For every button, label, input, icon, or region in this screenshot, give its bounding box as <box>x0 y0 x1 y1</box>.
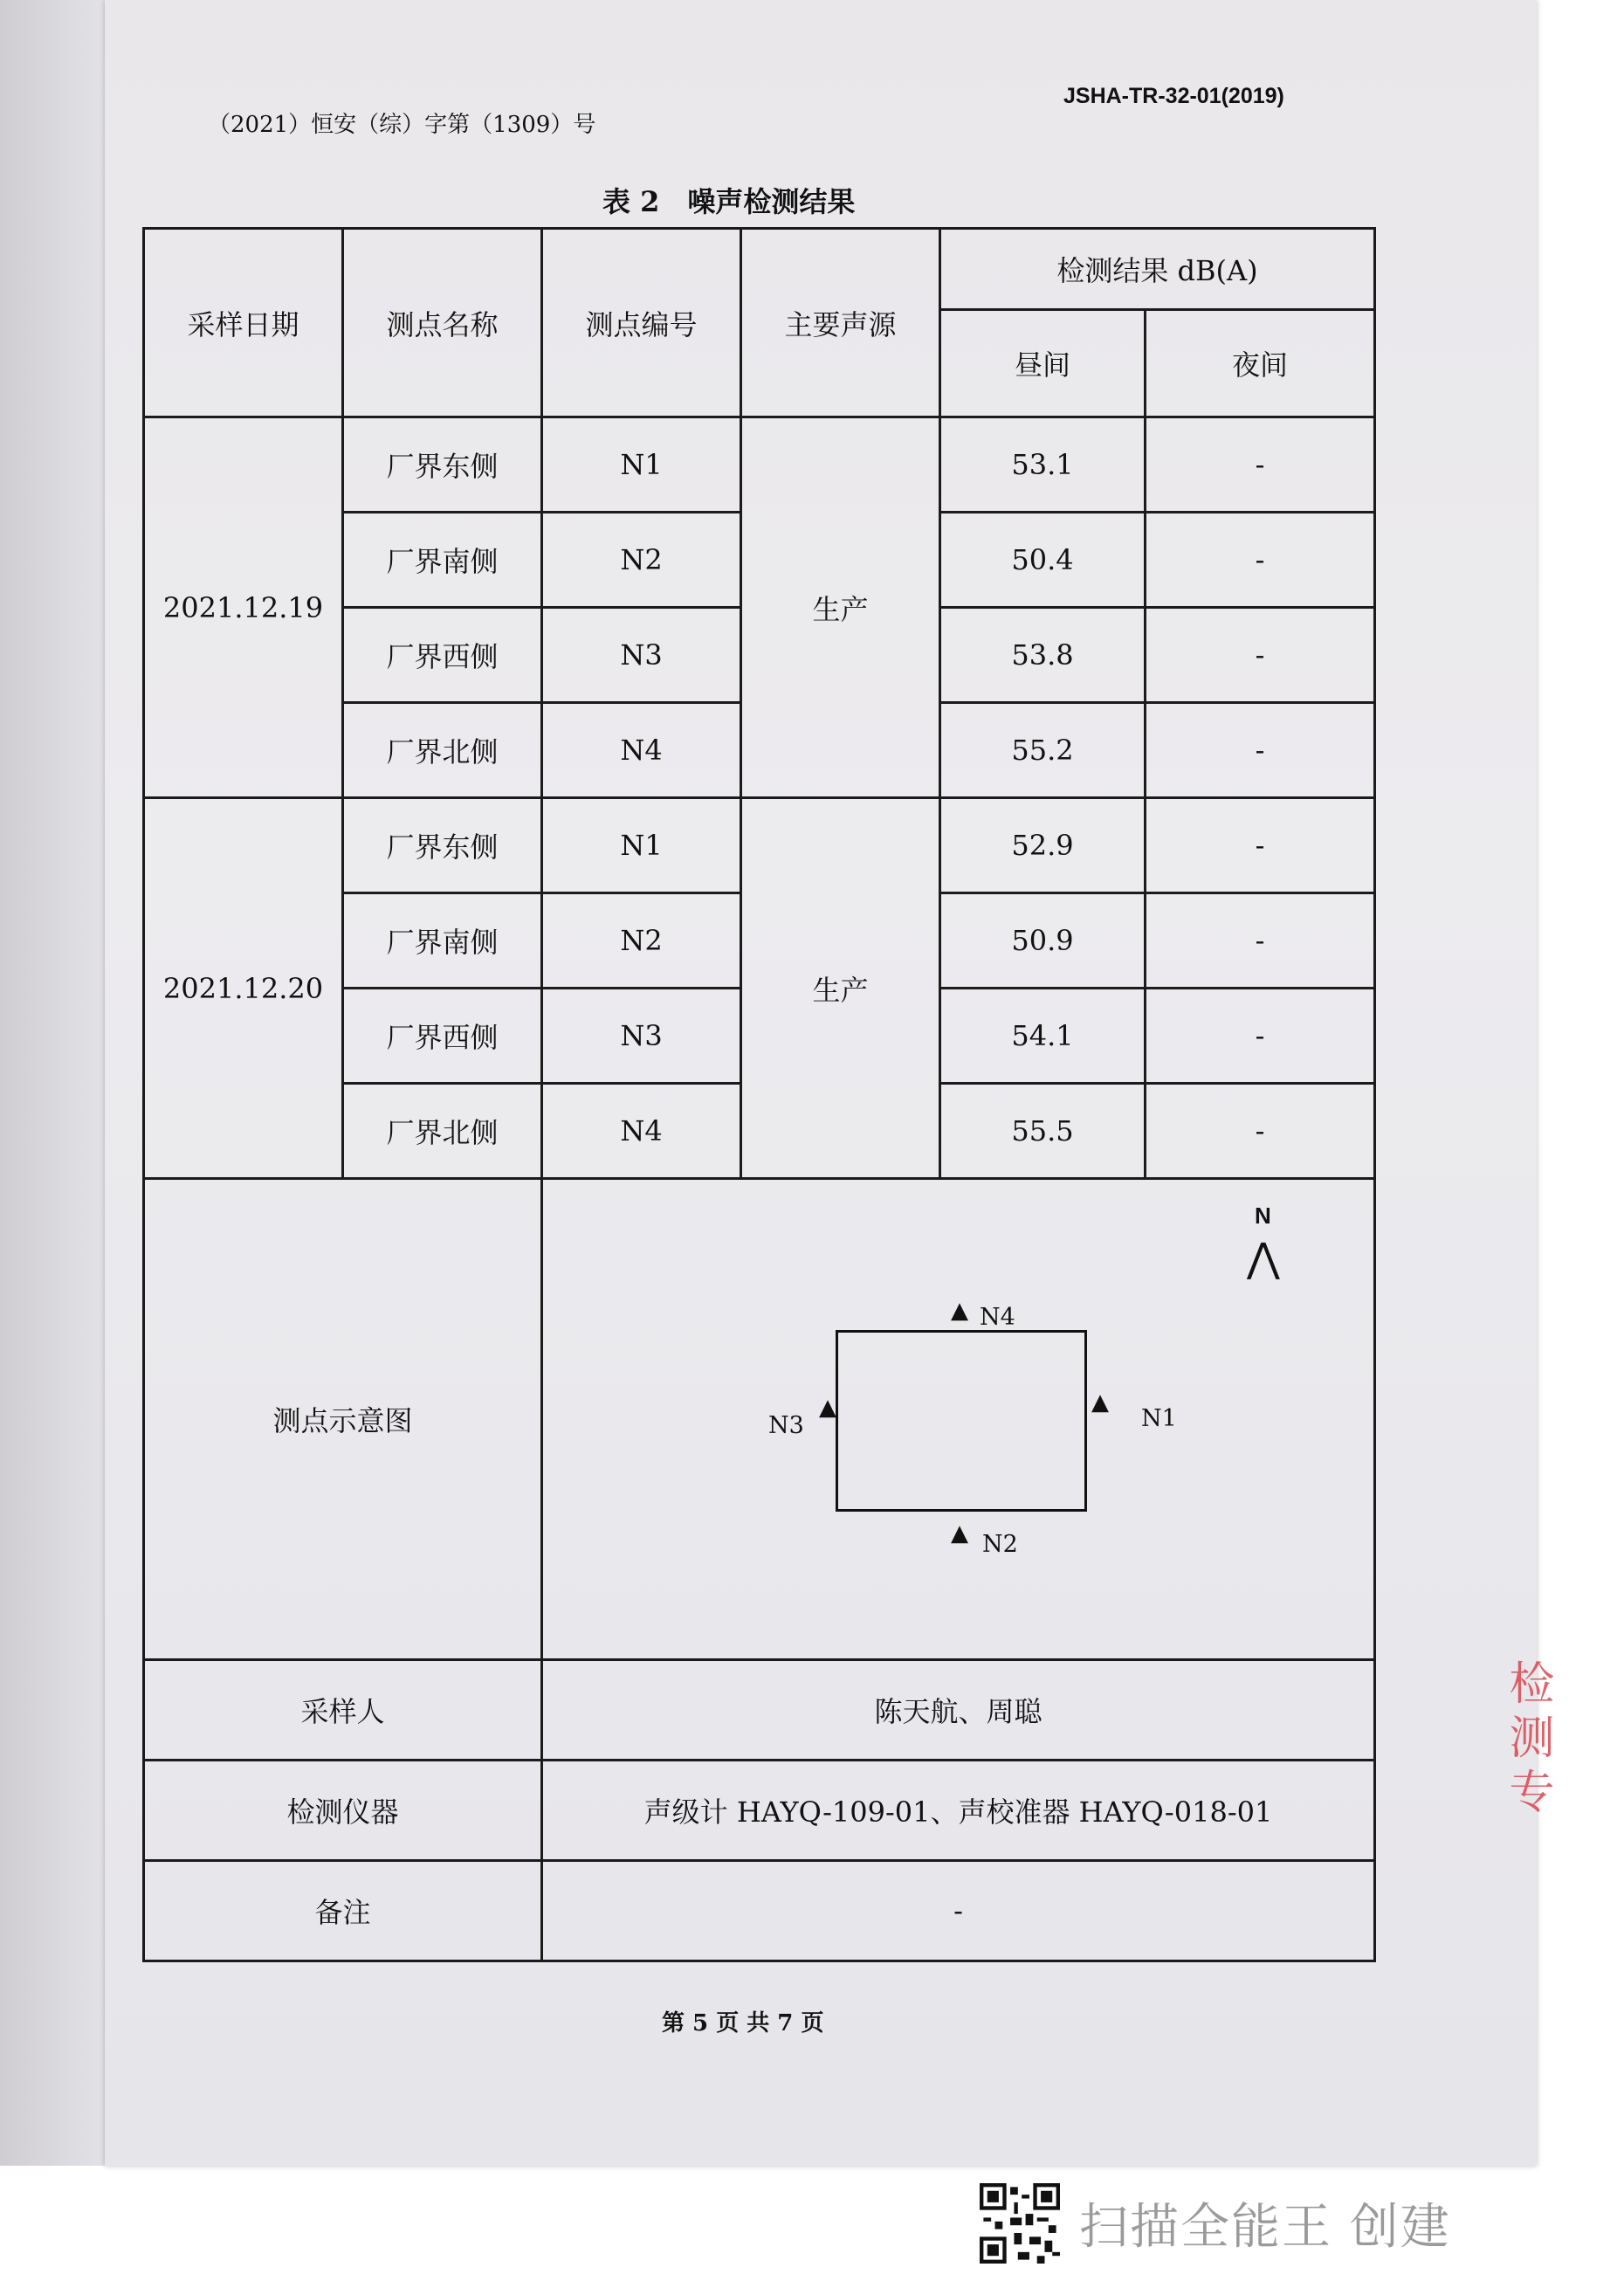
point-id: N3 <box>542 608 741 703</box>
sampler-label: 采样人 <box>144 1660 542 1761</box>
day-value: 53.8 <box>940 608 1146 703</box>
remark-value: - <box>542 1861 1375 1961</box>
night-value: - <box>1146 608 1375 703</box>
point-id: N2 <box>542 893 741 989</box>
report-number: （2021）恒安（综）字第（1309）号 <box>208 112 596 138</box>
page-number: 第 5 页 共 7 页 <box>662 2010 824 2036</box>
night-value: - <box>1146 703 1375 798</box>
point-id: N1 <box>542 798 741 893</box>
day-value: 55.5 <box>940 1084 1146 1179</box>
point-name: 厂界南侧 <box>343 893 542 989</box>
n1-marker-icon: ▲ <box>1091 1389 1109 1416</box>
header-night: 夜间 <box>1146 310 1375 417</box>
table-row <box>144 417 1375 513</box>
group-date: 2021.12.20 <box>144 798 343 1179</box>
point-id: N4 <box>542 1084 741 1179</box>
n2-marker-icon: ▲ <box>951 1520 968 1547</box>
north-label: N <box>1255 1203 1271 1229</box>
point-name: 厂界西侧 <box>343 989 542 1084</box>
header-source: 主要声源 <box>741 229 940 417</box>
point-name: 厂界东侧 <box>343 798 542 893</box>
day-value: 53.1 <box>940 417 1146 513</box>
night-value: - <box>1146 513 1375 608</box>
point-name: 厂界西侧 <box>343 608 542 703</box>
header-point-name: 测点名称 <box>343 229 542 417</box>
diagram-cell <box>542 1179 1375 1660</box>
n4-marker-icon: ▲ <box>951 1298 968 1324</box>
stamp-text: 检测专 <box>1501 1659 1553 1822</box>
point-id: N1 <box>542 417 741 513</box>
night-value: - <box>1146 798 1375 893</box>
point-name: 厂界北侧 <box>343 703 542 798</box>
table-caption: 表 2 噪声检测结果 <box>602 185 856 218</box>
day-value: 50.4 <box>940 513 1146 608</box>
header-point-id: 测点编号 <box>542 229 741 417</box>
night-value: - <box>1146 417 1375 513</box>
n4-label: N4 <box>980 1304 1015 1331</box>
point-name: 厂界南侧 <box>343 513 542 608</box>
form-code: JSHA-TR-32-01(2019) <box>1063 84 1284 108</box>
sampler-value: 陈天航、周聪 <box>542 1660 1375 1761</box>
night-value: - <box>1146 989 1375 1084</box>
header-date: 采样日期 <box>144 229 343 417</box>
group-source: 生产 <box>741 798 940 1179</box>
n1-label: N1 <box>1141 1405 1177 1432</box>
group-source: 生产 <box>741 417 940 798</box>
red-stamp <box>1495 1659 1553 1895</box>
scanner-brand-text: 扫描全能王 创建 <box>1079 2199 1451 2256</box>
qr-code-icon <box>980 2183 1060 2264</box>
point-name: 厂界东侧 <box>343 417 542 513</box>
point-name: 厂界北侧 <box>343 1084 542 1179</box>
night-value: - <box>1146 1084 1375 1179</box>
n2-label: N2 <box>982 1531 1018 1558</box>
day-value: 50.9 <box>940 893 1146 989</box>
scanner-watermark <box>980 2180 1451 2267</box>
site-boundary <box>836 1330 1087 1512</box>
night-value: - <box>1146 893 1375 989</box>
instrument-label: 检测仪器 <box>144 1761 542 1861</box>
diagram-label: 测点示意图 <box>144 1179 542 1660</box>
n3-marker-icon: ▲ <box>819 1395 836 1421</box>
day-value: 55.2 <box>940 703 1146 798</box>
point-id: N2 <box>542 513 741 608</box>
day-value: 54.1 <box>940 989 1146 1084</box>
point-id: N3 <box>542 989 741 1084</box>
scan-edge <box>0 0 105 2166</box>
day-value: 52.9 <box>940 798 1146 893</box>
group-date: 2021.12.19 <box>144 417 343 798</box>
north-arrow-icon: ⋀ <box>1247 1234 1280 1281</box>
noise-result-table <box>142 227 1376 1962</box>
header-day: 昼间 <box>940 310 1146 417</box>
point-id: N4 <box>542 703 741 798</box>
table-row <box>144 798 1375 893</box>
remark-label: 备注 <box>144 1861 542 1961</box>
n3-label: N3 <box>768 1412 804 1439</box>
instrument-value: 声级计 HAYQ-109-01、声校准器 HAYQ-018-01 <box>542 1761 1375 1861</box>
header-result: 检测结果 dB(A) <box>940 229 1375 310</box>
site-diagram <box>543 1180 1373 1658</box>
